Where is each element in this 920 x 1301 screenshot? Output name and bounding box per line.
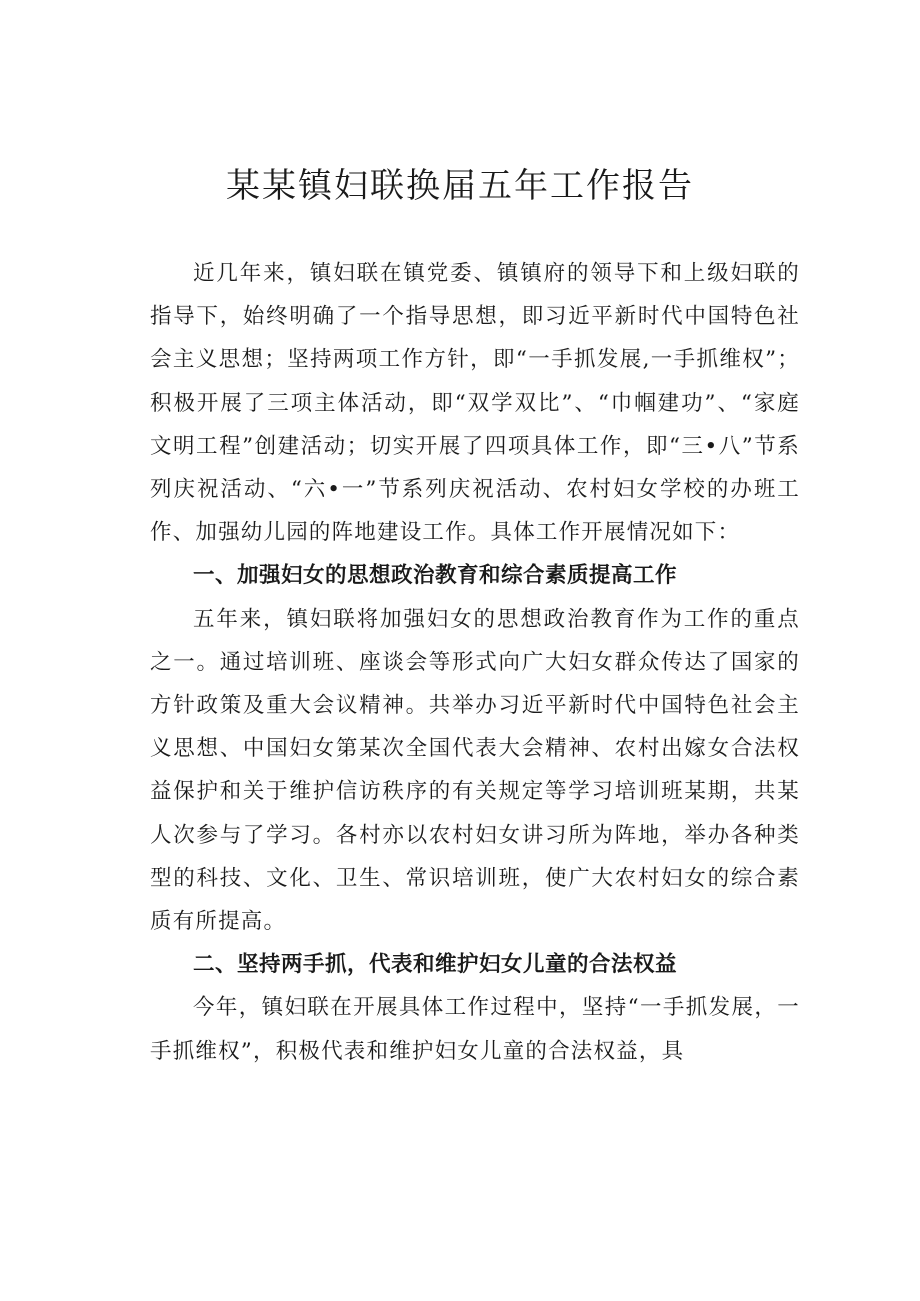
section-1: [150, 554, 800, 943]
section-2: [150, 943, 800, 1073]
section-heading: 一、加强妇女的思想政治教育和综合素质提高工作: [193, 563, 678, 589]
section-body: 五年来，镇妇联将加强妇女的思想政治教育作为工作的重点之一。通过培训班、座谈会等形式向广大妇女群众传达了国家的方针政策及重大会议精神。共举办习近平新时代中国特色社会主义思想、中国妇女第某次全国代表大会精神、农村出嫁女合法权益保护和关于维护信访秩序的有关规定等学习培训班某期，共某人次参与了学习。各村亦以农村妇女讲习所为阵地，举办各种类型的科技、文化、卫生、常识培训班，使广大农村妇女的综合素质有所提高。: [150, 606, 800, 935]
section-body: 今年，镇妇联在开展具体工作过程中，坚持“一手抓发展，一手抓维权”，积极代表和维护妇女儿童的合法权益，具: [150, 995, 800, 1064]
section-heading: 二、坚持两手抓，代表和维护妇女儿童的合法权益: [193, 952, 678, 978]
document-body: [150, 252, 800, 1073]
intro-paragraph: 近几年来，镇妇联在镇党委、镇镇府的领导下和上级妇联的指导下，始终明确了一个指导思想，即习近平新时代中国特色社会主义思想；坚持两项工作方针，即“一手抓发展,一手抓维权”；积极开展了三项主体活动，即“双学双比”、“巾帼建功”、“家庭文明工程”创建活动；切实开展了四项具体工作，即“三•八”节系列庆祝活动、“六•一”节系列庆祝活动、农村妇女学校的办班工作、加强幼儿园的阵地建设工作。具体工作开展情况如下：: [150, 261, 800, 546]
document-title: 某某镇妇联换届五年工作报告: [226, 166, 694, 206]
